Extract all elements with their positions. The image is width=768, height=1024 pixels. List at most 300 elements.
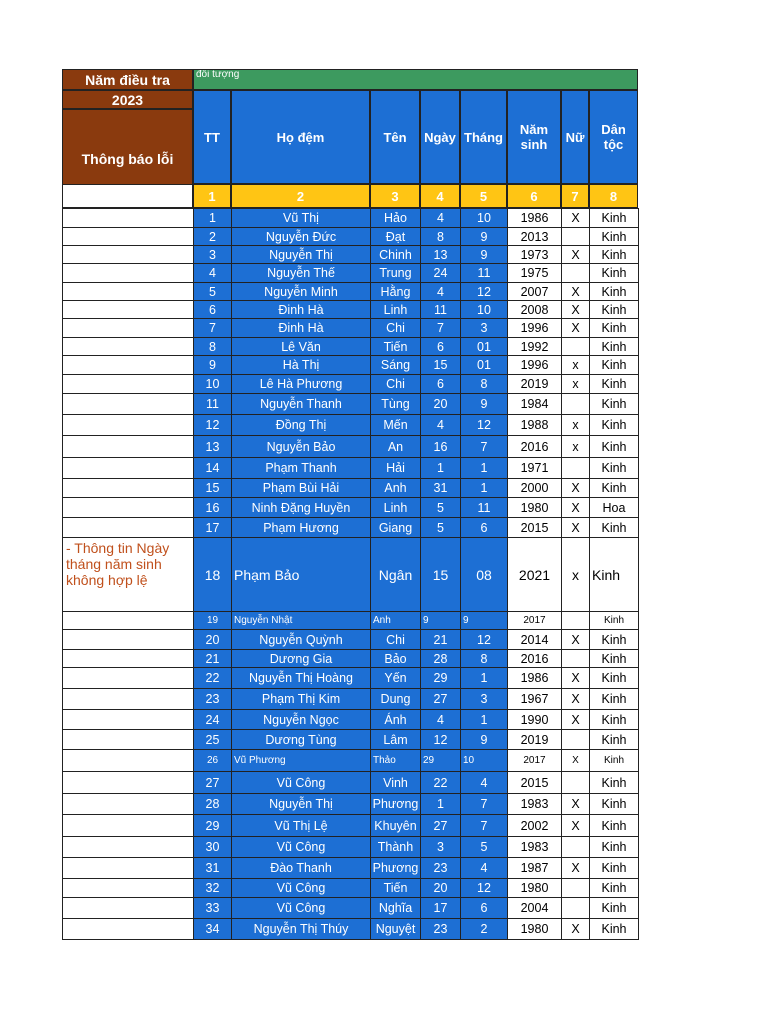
tt-cell[interactable]: 15 [194, 479, 232, 498]
ngay-cell[interactable]: 22 [421, 772, 461, 794]
ten-cell[interactable]: Tiến [371, 338, 421, 356]
thang-cell[interactable]: 1 [461, 710, 508, 730]
thang-cell[interactable]: 5 [461, 837, 508, 858]
nu-cell[interactable]: X [562, 858, 590, 879]
ten-cell[interactable]: Hảo [371, 209, 421, 228]
tt-cell[interactable]: 8 [194, 338, 232, 356]
nu-cell[interactable]: X [562, 919, 590, 940]
error-cell[interactable] [63, 730, 194, 750]
nu-cell[interactable]: X [562, 794, 590, 815]
nam-sinh-cell[interactable]: 1980 [508, 919, 562, 940]
nu-cell[interactable]: X [562, 689, 590, 710]
tt-cell[interactable]: 10 [194, 375, 232, 394]
thang-cell[interactable]: 6 [461, 898, 508, 919]
error-cell[interactable] [63, 837, 194, 858]
ten-cell[interactable]: Linh [371, 301, 421, 319]
thang-cell[interactable]: 1 [461, 668, 508, 689]
error-cell[interactable] [63, 498, 194, 518]
error-cell[interactable] [63, 612, 194, 630]
ten-cell[interactable]: Yến [371, 668, 421, 689]
dan-toc-cell[interactable]: Kinh [590, 518, 639, 538]
ten-cell[interactable]: Thảo [371, 750, 421, 772]
nu-cell[interactable]: X [562, 301, 590, 319]
thang-cell[interactable]: 9 [461, 730, 508, 750]
tt-cell[interactable]: 31 [194, 858, 232, 879]
dan-toc-cell[interactable]: Kinh [590, 228, 639, 246]
dan-toc-cell[interactable]: Kinh [590, 689, 639, 710]
dan-toc-cell[interactable]: Kinh [590, 772, 639, 794]
dan-toc-cell[interactable]: Kinh [590, 283, 639, 301]
thang-cell[interactable]: 12 [461, 283, 508, 301]
ho-dem-cell[interactable]: Hà Thị [232, 356, 371, 375]
error-cell[interactable] [63, 264, 194, 283]
nam-sinh-cell[interactable]: 2019 [508, 730, 562, 750]
nu-cell[interactable] [562, 898, 590, 919]
ho-dem-cell[interactable]: Nguyễn Thị [232, 246, 371, 264]
error-cell[interactable] [63, 301, 194, 319]
dan-toc-cell[interactable]: Kinh [590, 612, 639, 630]
thang-cell[interactable]: 9 [461, 394, 508, 415]
ngay-cell[interactable]: 7 [421, 319, 461, 338]
ho-dem-cell[interactable]: Nguyễn Ngọc [232, 710, 371, 730]
nam-sinh-cell[interactable]: 1983 [508, 837, 562, 858]
thang-cell[interactable]: 2 [461, 919, 508, 940]
nu-cell[interactable] [562, 228, 590, 246]
tt-cell[interactable]: 1 [194, 209, 232, 228]
nam-sinh-cell[interactable]: 1971 [508, 458, 562, 479]
dan-toc-cell[interactable]: Kinh [590, 538, 639, 612]
error-cell[interactable] [63, 518, 194, 538]
ten-cell[interactable]: Hằng [371, 283, 421, 301]
error-cell[interactable] [63, 650, 194, 668]
thang-cell[interactable]: 6 [461, 518, 508, 538]
error-cell[interactable] [63, 338, 194, 356]
ho-dem-cell[interactable]: Nguyễn Nhật [232, 612, 371, 630]
thang-cell[interactable]: 08 [461, 538, 508, 612]
ten-cell[interactable]: Lâm [371, 730, 421, 750]
tt-cell[interactable]: 5 [194, 283, 232, 301]
error-cell[interactable] [63, 630, 194, 650]
thang-cell[interactable]: 12 [461, 879, 508, 898]
nam-sinh-cell[interactable]: 2000 [508, 479, 562, 498]
nam-sinh-cell[interactable]: 1996 [508, 319, 562, 338]
tt-cell[interactable]: 33 [194, 898, 232, 919]
ho-dem-cell[interactable]: Đinh Hà [232, 301, 371, 319]
nam-sinh-cell[interactable]: 1967 [508, 689, 562, 710]
thang-cell[interactable]: 8 [461, 650, 508, 668]
error-cell[interactable] [63, 879, 194, 898]
ho-dem-cell[interactable]: Nguyễn Quỳnh [232, 630, 371, 650]
ten-cell[interactable]: Dung [371, 689, 421, 710]
ho-dem-cell[interactable]: Vũ Phương [232, 750, 371, 772]
ngay-cell[interactable]: 3 [421, 837, 461, 858]
thang-cell[interactable]: 7 [461, 794, 508, 815]
ngay-cell[interactable]: 15 [421, 356, 461, 375]
ngay-cell[interactable]: 17 [421, 898, 461, 919]
ten-cell[interactable]: Trung [371, 264, 421, 283]
error-cell[interactable] [63, 356, 194, 375]
nam-sinh-cell[interactable]: 1987 [508, 858, 562, 879]
tt-cell[interactable]: 13 [194, 436, 232, 458]
nam-sinh-cell[interactable]: 1973 [508, 246, 562, 264]
dan-toc-cell[interactable]: Kinh [590, 479, 639, 498]
tt-cell[interactable]: 28 [194, 794, 232, 815]
ten-cell[interactable]: Nghĩa [371, 898, 421, 919]
ngay-cell[interactable]: 1 [421, 458, 461, 479]
nu-cell[interactable] [562, 394, 590, 415]
nu-cell[interactable] [562, 730, 590, 750]
tt-cell[interactable]: 32 [194, 879, 232, 898]
ho-dem-cell[interactable]: Phạm Bùi Hải [232, 479, 371, 498]
dan-toc-cell[interactable]: Kinh [590, 898, 639, 919]
thang-cell[interactable]: 1 [461, 458, 508, 479]
ngay-cell[interactable]: 29 [421, 668, 461, 689]
ho-dem-cell[interactable]: Dương Gia [232, 650, 371, 668]
nu-cell[interactable]: X [562, 668, 590, 689]
tt-cell[interactable]: 17 [194, 518, 232, 538]
dan-toc-cell[interactable]: Kinh [590, 209, 639, 228]
ho-dem-cell[interactable]: Phạm Thanh [232, 458, 371, 479]
dan-toc-cell[interactable]: Hoa [590, 498, 639, 518]
nam-sinh-cell[interactable]: 1980 [508, 879, 562, 898]
error-cell[interactable] [63, 772, 194, 794]
thang-cell[interactable]: 01 [461, 356, 508, 375]
nu-cell[interactable]: X [562, 209, 590, 228]
ten-cell[interactable]: An [371, 436, 421, 458]
thang-cell[interactable]: 4 [461, 772, 508, 794]
nam-sinh-cell[interactable]: 2017 [508, 750, 562, 772]
nam-sinh-cell[interactable]: 1984 [508, 394, 562, 415]
nam-sinh-cell[interactable]: 2015 [508, 772, 562, 794]
tt-cell[interactable]: 12 [194, 415, 232, 436]
dan-toc-cell[interactable]: Kinh [590, 919, 639, 940]
error-cell[interactable] [63, 394, 194, 415]
thang-cell[interactable]: 01 [461, 338, 508, 356]
error-cell[interactable] [63, 479, 194, 498]
ngay-cell[interactable]: 1 [421, 794, 461, 815]
error-cell[interactable] [63, 815, 194, 837]
dan-toc-cell[interactable]: Kinh [590, 837, 639, 858]
thang-cell[interactable]: 9 [461, 246, 508, 264]
thang-cell[interactable]: 4 [461, 858, 508, 879]
ho-dem-cell[interactable]: Đinh Hà [232, 319, 371, 338]
nam-sinh-cell[interactable]: 2015 [508, 518, 562, 538]
survey-year-label-cell[interactable]: Năm điều tra [62, 69, 193, 90]
tt-cell[interactable]: 27 [194, 772, 232, 794]
ngay-cell[interactable]: 20 [421, 879, 461, 898]
ngay-cell[interactable]: 13 [421, 246, 461, 264]
thang-cell[interactable]: 9 [461, 612, 508, 630]
tt-cell[interactable]: 11 [194, 394, 232, 415]
nu-cell[interactable]: X [562, 479, 590, 498]
dan-toc-cell[interactable]: Kinh [590, 815, 639, 837]
ho-dem-cell[interactable]: Đồng Thị [232, 415, 371, 436]
dan-toc-cell[interactable]: Kinh [590, 338, 639, 356]
ho-dem-cell[interactable]: Nguyễn Thế [232, 264, 371, 283]
nu-cell[interactable]: x [562, 415, 590, 436]
thang-cell[interactable]: 3 [461, 319, 508, 338]
ho-dem-cell[interactable]: Vũ Công [232, 837, 371, 858]
ten-cell[interactable]: Mến [371, 415, 421, 436]
tt-cell[interactable]: 18 [194, 538, 232, 612]
ten-cell[interactable]: Giang [371, 518, 421, 538]
ngay-cell[interactable]: 8 [421, 228, 461, 246]
nu-cell[interactable]: X [562, 319, 590, 338]
thang-cell[interactable]: 7 [461, 815, 508, 837]
thang-cell[interactable]: 10 [461, 209, 508, 228]
nam-sinh-cell[interactable]: 2017 [508, 612, 562, 630]
nu-cell[interactable]: X [562, 518, 590, 538]
nu-cell[interactable]: x [562, 436, 590, 458]
error-cell[interactable] [63, 246, 194, 264]
ten-cell[interactable]: Chinh [371, 246, 421, 264]
tt-cell[interactable]: 25 [194, 730, 232, 750]
tt-cell[interactable]: 20 [194, 630, 232, 650]
error-cell[interactable] [63, 668, 194, 689]
ngay-cell[interactable]: 27 [421, 689, 461, 710]
ho-dem-cell[interactable]: Phạm Bảo [232, 538, 371, 612]
nam-sinh-cell[interactable]: 1975 [508, 264, 562, 283]
ten-cell[interactable]: Nguyệt [371, 919, 421, 940]
nu-cell[interactable]: x [562, 356, 590, 375]
tt-cell[interactable]: 9 [194, 356, 232, 375]
tt-cell[interactable]: 6 [194, 301, 232, 319]
dan-toc-cell[interactable]: Kinh [590, 319, 639, 338]
error-cell[interactable] [63, 710, 194, 730]
error-cell[interactable] [63, 458, 194, 479]
tt-cell[interactable]: 3 [194, 246, 232, 264]
ho-dem-cell[interactable]: Nguyễn Thị [232, 794, 371, 815]
ho-dem-cell[interactable]: Nguyễn Thị Thúy [232, 919, 371, 940]
dan-toc-cell[interactable]: Kinh [590, 750, 639, 772]
nam-sinh-cell[interactable]: 2014 [508, 630, 562, 650]
dan-toc-cell[interactable]: Kinh [590, 394, 639, 415]
ho-dem-cell[interactable]: Nguyễn Đức [232, 228, 371, 246]
ten-cell[interactable]: Phương [371, 858, 421, 879]
ten-cell[interactable]: Linh [371, 498, 421, 518]
nam-sinh-cell[interactable]: 2013 [508, 228, 562, 246]
ngay-cell[interactable]: 15 [421, 538, 461, 612]
error-cell[interactable] [63, 689, 194, 710]
error-cell[interactable] [63, 436, 194, 458]
nam-sinh-cell[interactable]: 2002 [508, 815, 562, 837]
dan-toc-cell[interactable]: Kinh [590, 415, 639, 436]
error-cell[interactable] [63, 283, 194, 301]
ho-dem-cell[interactable]: Vũ Thị [232, 209, 371, 228]
ten-cell[interactable]: Anh [371, 479, 421, 498]
ho-dem-cell[interactable]: Phạm Hương [232, 518, 371, 538]
ngay-cell[interactable]: 11 [421, 301, 461, 319]
ngay-cell[interactable]: 23 [421, 858, 461, 879]
ten-cell[interactable]: Ánh [371, 710, 421, 730]
nam-sinh-cell[interactable]: 1990 [508, 710, 562, 730]
ho-dem-cell[interactable]: Lê Văn [232, 338, 371, 356]
dan-toc-cell[interactable]: Kinh [590, 858, 639, 879]
ten-cell[interactable]: Tiến [371, 879, 421, 898]
nu-cell[interactable] [562, 837, 590, 858]
thang-cell[interactable]: 12 [461, 415, 508, 436]
ten-cell[interactable]: Chi [371, 630, 421, 650]
tt-cell[interactable]: 24 [194, 710, 232, 730]
error-cell[interactable] [63, 919, 194, 940]
dan-toc-cell[interactable]: Kinh [590, 375, 639, 394]
error-cell[interactable] [63, 794, 194, 815]
error-cell[interactable] [63, 375, 194, 394]
tt-cell[interactable]: 14 [194, 458, 232, 479]
ngay-cell[interactable]: 16 [421, 436, 461, 458]
ten-cell[interactable]: Sáng [371, 356, 421, 375]
ten-cell[interactable]: Anh [371, 612, 421, 630]
nu-cell[interactable] [562, 612, 590, 630]
error-cell[interactable] [63, 319, 194, 338]
ngay-cell[interactable]: 12 [421, 730, 461, 750]
error-cell[interactable] [63, 858, 194, 879]
ten-cell[interactable]: Chi [371, 319, 421, 338]
nam-sinh-cell[interactable]: 1996 [508, 356, 562, 375]
ten-cell[interactable]: Đạt [371, 228, 421, 246]
nu-cell[interactable] [562, 264, 590, 283]
nu-cell[interactable] [562, 458, 590, 479]
ho-dem-cell[interactable]: Vũ Thị Lệ [232, 815, 371, 837]
ho-dem-cell[interactable]: Ninh Đặng Huyền [232, 498, 371, 518]
ho-dem-cell[interactable]: Vũ Công [232, 772, 371, 794]
tt-cell[interactable]: 19 [194, 612, 232, 630]
nu-cell[interactable]: X [562, 710, 590, 730]
dan-toc-cell[interactable]: Kinh [590, 650, 639, 668]
ngay-cell[interactable]: 4 [421, 415, 461, 436]
dan-toc-cell[interactable]: Kinh [590, 356, 639, 375]
thang-cell[interactable]: 9 [461, 228, 508, 246]
ten-cell[interactable]: Bảo [371, 650, 421, 668]
nu-cell[interactable]: X [562, 498, 590, 518]
dan-toc-cell[interactable]: Kinh [590, 710, 639, 730]
ngay-cell[interactable]: 5 [421, 518, 461, 538]
nam-sinh-cell[interactable]: 1980 [508, 498, 562, 518]
ten-cell[interactable]: Thành [371, 837, 421, 858]
error-cell[interactable] [63, 750, 194, 772]
ho-dem-cell[interactable]: Nguyễn Thị Hoàng [232, 668, 371, 689]
tt-cell[interactable]: 22 [194, 668, 232, 689]
nam-sinh-cell[interactable]: 1988 [508, 415, 562, 436]
ten-cell[interactable]: Vinh [371, 772, 421, 794]
dan-toc-cell[interactable]: Kinh [590, 794, 639, 815]
survey-year-cell[interactable]: 2023 [62, 90, 193, 109]
ho-dem-cell[interactable]: Vũ Công [232, 898, 371, 919]
ho-dem-cell[interactable]: Nguyễn Minh [232, 283, 371, 301]
nam-sinh-cell[interactable]: 2016 [508, 436, 562, 458]
ten-cell[interactable]: Phương [371, 794, 421, 815]
dan-toc-cell[interactable]: Kinh [590, 246, 639, 264]
ten-cell[interactable]: Khuyên [371, 815, 421, 837]
nam-sinh-cell[interactable]: 2007 [508, 283, 562, 301]
nam-sinh-cell[interactable]: 1992 [508, 338, 562, 356]
nu-cell[interactable]: X [562, 283, 590, 301]
thang-cell[interactable]: 1 [461, 479, 508, 498]
ten-cell[interactable]: Tùng [371, 394, 421, 415]
dan-toc-cell[interactable]: Kinh [590, 301, 639, 319]
dan-toc-cell[interactable]: Kinh [590, 264, 639, 283]
nu-cell[interactable] [562, 772, 590, 794]
tt-cell[interactable]: 30 [194, 837, 232, 858]
tt-cell[interactable]: 2 [194, 228, 232, 246]
ngay-cell[interactable]: 4 [421, 209, 461, 228]
nu-cell[interactable]: X [562, 750, 590, 772]
tt-cell[interactable]: 16 [194, 498, 232, 518]
nu-cell[interactable] [562, 650, 590, 668]
tt-cell[interactable]: 23 [194, 689, 232, 710]
ngay-cell[interactable]: 21 [421, 630, 461, 650]
ho-dem-cell[interactable]: Nguyễn Thanh [232, 394, 371, 415]
ngay-cell[interactable]: 5 [421, 498, 461, 518]
ngay-cell[interactable]: 27 [421, 815, 461, 837]
nu-cell[interactable]: x [562, 375, 590, 394]
nu-cell[interactable]: X [562, 630, 590, 650]
ten-cell[interactable]: Chi [371, 375, 421, 394]
nam-sinh-cell[interactable]: 2021 [508, 538, 562, 612]
nam-sinh-cell[interactable]: 2008 [508, 301, 562, 319]
ten-cell[interactable]: Hải [371, 458, 421, 479]
ngay-cell[interactable]: 20 [421, 394, 461, 415]
thang-cell[interactable]: 10 [461, 301, 508, 319]
thang-cell[interactable]: 12 [461, 630, 508, 650]
error-cell[interactable] [63, 898, 194, 919]
tt-cell[interactable]: 21 [194, 650, 232, 668]
ngay-cell[interactable]: 28 [421, 650, 461, 668]
ngay-cell[interactable]: 31 [421, 479, 461, 498]
ngay-cell[interactable]: 4 [421, 710, 461, 730]
ngay-cell[interactable]: 24 [421, 264, 461, 283]
ngay-cell[interactable]: 29 [421, 750, 461, 772]
dan-toc-cell[interactable]: Kinh [590, 436, 639, 458]
dan-toc-cell[interactable]: Kinh [590, 879, 639, 898]
ho-dem-cell[interactable]: Đào Thanh [232, 858, 371, 879]
dan-toc-cell[interactable]: Kinh [590, 458, 639, 479]
tt-cell[interactable]: 7 [194, 319, 232, 338]
nam-sinh-cell[interactable]: 2004 [508, 898, 562, 919]
dan-toc-cell[interactable]: Kinh [590, 730, 639, 750]
ngay-cell[interactable]: 6 [421, 375, 461, 394]
ho-dem-cell[interactable]: Lê Hà Phương [232, 375, 371, 394]
error-cell[interactable] [63, 209, 194, 228]
ten-cell[interactable]: Ngân [371, 538, 421, 612]
tt-cell[interactable]: 34 [194, 919, 232, 940]
nam-sinh-cell[interactable]: 1986 [508, 668, 562, 689]
error-cell[interactable]: - Thông tin Ngày tháng năm sinh không hợp lệ [63, 538, 194, 612]
ngay-cell[interactable]: 6 [421, 338, 461, 356]
tt-cell[interactable]: 4 [194, 264, 232, 283]
thang-cell[interactable]: 7 [461, 436, 508, 458]
ngay-cell[interactable]: 23 [421, 919, 461, 940]
ho-dem-cell[interactable]: Dương Tùng [232, 730, 371, 750]
thang-cell[interactable]: 11 [461, 264, 508, 283]
error-cell[interactable] [63, 415, 194, 436]
nam-sinh-cell[interactable]: 2019 [508, 375, 562, 394]
thang-cell[interactable]: 11 [461, 498, 508, 518]
thang-cell[interactable]: 8 [461, 375, 508, 394]
nam-sinh-cell[interactable]: 1983 [508, 794, 562, 815]
nu-cell[interactable] [562, 879, 590, 898]
nam-sinh-cell[interactable]: 2016 [508, 650, 562, 668]
dan-toc-cell[interactable]: Kinh [590, 668, 639, 689]
ho-dem-cell[interactable]: Vũ Công [232, 879, 371, 898]
dan-toc-cell[interactable]: Kinh [590, 630, 639, 650]
ngay-cell[interactable]: 9 [421, 612, 461, 630]
nu-cell[interactable]: X [562, 815, 590, 837]
ho-dem-cell[interactable]: Nguyễn Bảo [232, 436, 371, 458]
tt-cell[interactable]: 29 [194, 815, 232, 837]
error-cell[interactable] [63, 228, 194, 246]
nu-cell[interactable]: X [562, 246, 590, 264]
